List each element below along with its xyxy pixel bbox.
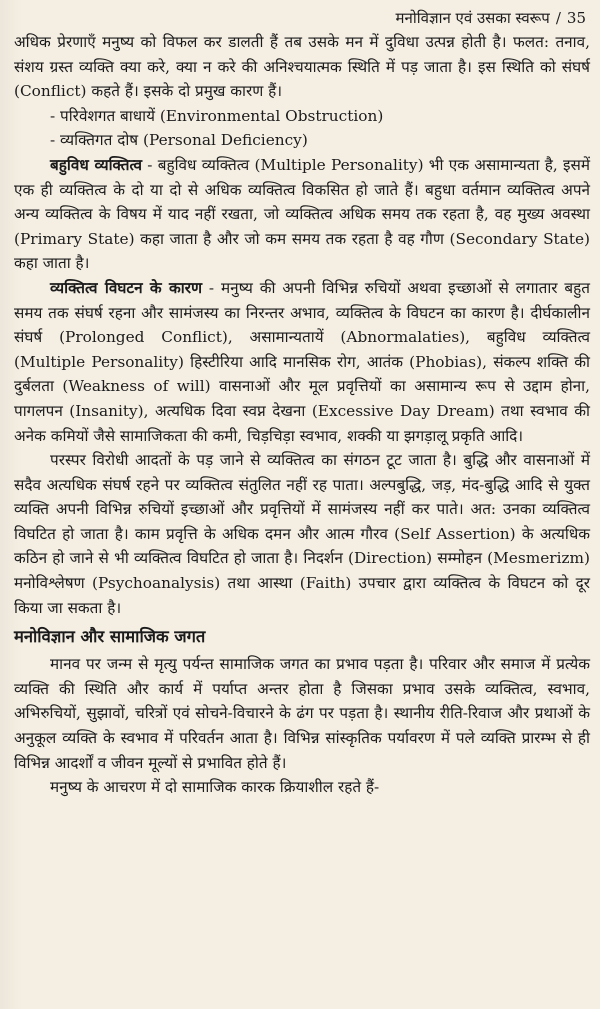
header-separator: / <box>555 9 561 27</box>
term-disintegration-causes: व्यक्तित्व विघटन के कारण <box>50 278 203 297</box>
paragraph-multiple-personality <box>14 153 590 276</box>
multiple-personality-text: - बहुविध व्यक्तित्व (Multiple Personality) भी एक असामान्यता है, इसमें एक ही व्यक्तित्व के दो या दो से अधिक व्यक्तित्व विकसित हो जाते हैं। बहुधा वर्तमान व्यक्तित्व अपने अन्य व्यक्तित्व के विषय में याद नहीं रखता, जो व्यक्तित्व अधिक समय तक रहता है, वह मुख्य अवस्था (Primary State) कहा जाता है और जो कम समय तक रहता है वह गौण (Secondary State) कहा जाता है। <box>14 155 590 273</box>
paragraph-social-world: मानव पर जन्म से मृत्यु पर्यन्त सामाजिक जगत का प्रभाव पड़ता है। परिवार और समाज में प्रत्येक व्यक्ति की स्थिति और कार्य में पर्याप्त अन्तर होता है जिसका प्रभाव उसके व्यक्तित्व, स्वभाव, अभिरुचियों, सुझावों, चरित्रों एवं सोचने-विचारने के ढंग पर पड़ता है। स्थानीय रीति-रिवाज और प्रथाओं के अनुकूल व्यक्ति के स्वभाव में परिवर्तन आता है। विभिन्न सांस्कृतिक पर्यावरण में पले व्यक्ति प्रारम्भ से ही विभिन्न आदर्शों व जीवन मूल्यों से प्रभावित होते हैं। <box>14 655 590 772</box>
cause-item-personal: - व्यक्तिगत दोष (Personal Deficiency) <box>50 131 308 150</box>
running-title: मनोविज्ञान एवं उसका स्वरूप <box>395 9 550 27</box>
paragraph-habits: परस्पर विरोधी आदतों के पड़ जाने से व्यक्तित्व का संगठन टूट जाता है। बुद्धि और वासनाओं में सदैव अत्यधिक संघर्ष रहने पर व्यक्तित्व संतुलित नहीं रह पाता। अल्पबुद्धि, जड़, मंद-बुद्धि आदि से युक्त व्यक्ति अपनी विभिन्न रुचियों इच्छाओं और प्रवृत्तियों में सामंजस्य नहीं कर पाते। अत: उनका व्यक्तित्व विघटित हो जाता है। काम प्रवृत्ति के अधिक दमन और आत्म गौरव (Self Assertion) के अत्यधिक कठिन हो जाने से भी व्यक्तित्व विघटित हो जाता है। निदर्शन (Direction) सम्मोहन (Mesmerizm) मनोविश्लेषण (Psychoanalysis) तथा आस्था (Faith) उपचार द्वारा व्यक्तित्व के विघटन को दूर किया जा सकता है। <box>14 451 590 617</box>
page-number: 35 <box>566 9 586 27</box>
page-body <box>14 30 590 800</box>
cause-item-environmental: - परिवेशगत बाधायें (Environmental Obstruction) <box>50 106 384 125</box>
term-multiple-personality: बहुविध व्यक्तित्व <box>50 155 143 174</box>
paragraph-social-factors: मनुष्य के आचरण में दो सामाजिक कारक क्रियाशील रहते हैं- <box>50 778 380 797</box>
disintegration-causes-text: - मनुष्य की अपनी विभिन्न रुचियों अथवा इच्छाओं से लगातार बहुत समय तक संघर्ष रहना और सामंजस्य का निरन्तर अभाव, व्यक्तित्व के विघटन का कारण है। दीर्घकालीन संघर्ष (Prolonged Conflict), असामान्यतायें (Abnormalaties), बहुविध व्यक्तित्व (Multiple Personality) हिस्टीरिया आदि मानसिक रोग, आतंक (Phobias), संकल्प शक्ति की दुर्बलता (Weakness of will) वासनाओं और मूल प्रवृत्तियों का असामान्य रूप से उद्दाम होना, पागलपन (Insanity), अत्यधिक दिवा स्वप्न देखना (Excessive Day Dream) तथा स्वभाव की अनेक कमियों जैसे सामाजिकता की कमी, चिड़चिड़ा स्वभाव, शक्की या झगड़ालू प्रकृति आदि। <box>14 278 590 445</box>
section-heading-social-world: मनोविज्ञान और सामाजिक जगत <box>14 627 206 647</box>
paragraph-conflict: अधिक प्रेरणाएँ मनुष्य को विफल कर डालती हैं तब उसके मन में दुविधा उत्पन्न होती है। फलत: तनाव, संशय ग्रस्त व्यक्ति क्या करे, क्या न करे की अनिश्चयात्मक स्थिति में पड़ जाता है। इस स्थिति को संघर्ष (Conflict) कहते हैं। इसके दो प्रमुख कारण हैं। <box>14 33 590 101</box>
running-header <box>14 8 590 28</box>
paragraph-disintegration-causes <box>14 276 590 448</box>
